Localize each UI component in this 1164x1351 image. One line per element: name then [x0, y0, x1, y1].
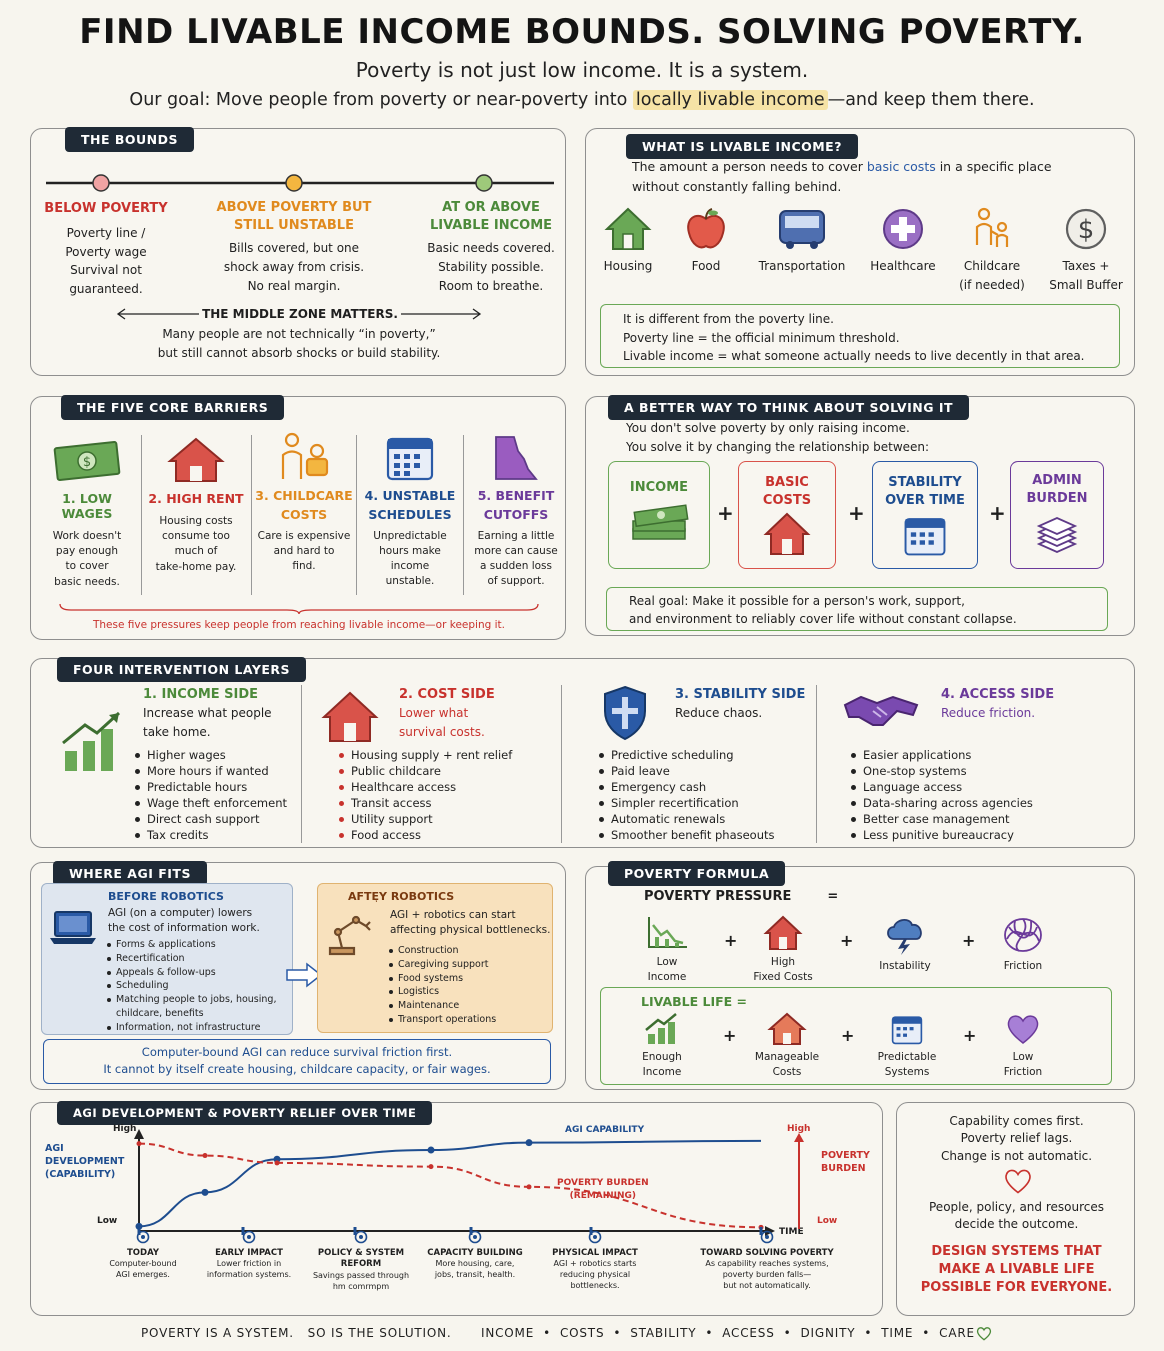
after-bullets: Construction Caregiving support Food systems Logistics Maintenance Transport operations: [388, 944, 552, 1027]
storm-cloud-icon: [884, 915, 926, 955]
agi-capability-label: AGI CAPABILITY: [565, 1125, 645, 1135]
box-income: INCOME: [608, 461, 710, 569]
stage-desc: bottlenecks.: [570, 1281, 620, 1291]
apple-icon: [682, 205, 730, 253]
bounds-line: [46, 173, 556, 193]
barrier-wages: $ 1. LOW WAGES Work doesn't pay enough to cover basic needs.: [35, 437, 139, 590]
footer-separator: •: [705, 1326, 714, 1340]
box-stability: STABILITY OVER TIME: [872, 461, 978, 569]
timeline-ylabel: AGI DEVELOPMENT (CAPABILITY): [45, 1143, 125, 1180]
barrier-cutoffs: 5. BENEFIT CUTOFFS Earning a little more can cause a sudden loss of support.: [465, 431, 567, 589]
agi-tag: WHERE AGI FITS: [53, 861, 207, 886]
timeline-card: AGI DEVELOPMENT & POVERTY RELIEF OVER TIME AGI DEVELOPMENT (CAPABILITY) High Low TIME AGI CAPABILITY POVERTY BURDEN (REMAINING) High Low POVERTY BURDEN TODAY Computer-bound AGI emerges. EARLY IMPACT Lower friction in information systems. POLICY & SYSTEM REFORM Savings passed through hm comrmpm CAPACITY BUILDING More housing, care, jobs, transit, health. PHYSICAL IMPACT AGI + robotics starts reducing physical bottlenecks. TOWARD SOLVING POVERTY As capability reaches systems, poverty burden falls— but not automatically.: [30, 1102, 883, 1316]
stage-desc: Computer-bound: [109, 1259, 177, 1269]
layers-card: FOUR INTERVENTION LAYERS 1. INCOME SIDE Increase what people take home. Higher wages More hours if wanted Predictable hours Wage theft enforcement Direct cash support Tax credits 2. COST SIDE Lower what survival costs. Housing supply + rent relief Public childcare Healthcare access Transit access Utility support Food access 3. STABILITY SIDE Reduce chaos. Predictive scheduling Paid leave Emergency cash Simpler recertification Automatic renewals Smoother benefit phaseouts 4. ACCESS SIDE Reduce friction. Easier applications One-stop systems Language access Data-sharing across agencies Better case management Less punitive bureaucracy: [30, 658, 1135, 848]
robot-arm-icon: [324, 908, 374, 956]
term-friction: Friction: [978, 915, 1068, 974]
zone-livable: AT OR ABOVE LIVABLE INCOME Basic needs covered. Stability possible. Room to breathe.: [427, 200, 555, 293]
box-admin: ADMIN BURDEN: [1010, 461, 1104, 569]
footer-item: TIME: [881, 1326, 914, 1340]
dollar-coin-icon: [1062, 205, 1110, 253]
burden-axis-label: POVERTY BURDEN: [821, 1150, 870, 1175]
layers-tag: FOUR INTERVENTION LAYERS: [57, 657, 306, 682]
stage-desc: but not automatically.: [723, 1281, 811, 1291]
barriers-brace: [59, 603, 539, 615]
stage-desc: As capability reaches systems,: [705, 1259, 829, 1269]
stage-desc: jobs, transit, health.: [434, 1270, 516, 1280]
stage-desc: information systems.: [206, 1270, 292, 1280]
house-icon: [763, 512, 811, 556]
barrier-rent: 2. HIGH RENT Housing costs consume too much of take-home pay.: [143, 437, 249, 575]
timeline-stage: [692, 1229, 842, 1292]
heart-icon: [1006, 1012, 1040, 1046]
barrier-schedules: 4. UNSTABLE SCHEDULES Unpredictable hours make income unstable.: [359, 431, 461, 589]
stage-title: TODAY: [127, 1248, 159, 1258]
poverty-burden-line: [139, 1144, 761, 1228]
handshake-icon: [843, 691, 919, 731]
livable-card: [585, 128, 1135, 376]
stage-desc: poverty burden falls—: [722, 1270, 812, 1280]
page-title: FIND LIVABLE INCOME BOUNDS. SOLVING POVERTY.: [79, 12, 1085, 52]
stage-marker-icon: [420, 1229, 530, 1248]
parent-child-icon: [968, 205, 1016, 253]
barrier-childcare: 3. CHILDCARE COSTS Care is expensive and hard to find.: [253, 431, 355, 574]
livable-life-box: LIVABLE LIFE = Enough Income + Manageable Costs + Predictable Systems + Low Friction: [600, 987, 1112, 1085]
timeline-stage: [199, 1229, 299, 1281]
formula-tag: POVERTY FORMULA: [608, 861, 785, 886]
below-marker: [93, 175, 109, 191]
after-robotics-box: AFTEͅY ROBOTICS AGI + robotics can start affecting physical bottlenecks. Construction Caregiving support Food systems Logistics Maintenance Transport operations: [317, 883, 553, 1033]
middle-zone-text: Many people are not technically “in poverty,” but still cannot absorb shocks or build stability.: [157, 327, 441, 360]
side-card: Capability comes first. Poverty relief lags. Change is not automatic. People, policy, and resources decide the outcome. DESIGN SYSTEMS THAT MAKE A LIVABLE LIFE POSSIBLE FOR EVERYONE.: [896, 1102, 1135, 1316]
timeline-stage: [420, 1229, 530, 1281]
stage-desc: hm comrmpm: [332, 1281, 390, 1291]
above-marker: [286, 175, 302, 191]
footer-separator: •: [613, 1326, 622, 1340]
better-card: A BETTER WAY TO THINK ABOUT SOLVING IT You don't solve poverty by only raising income. You solve it by changing the relationship between: INCOME + BASIC COSTS + STABILITY OVER TIME + ADMIN BURDEN Real goal: Make it possible for a person's work, support, and environment to reliably cover life without constant collapse.: [585, 396, 1135, 636]
stage-title: TOWARD SOLVING POVERTY: [700, 1248, 834, 1258]
medical-cross-icon: [879, 205, 927, 253]
stage-marker-icon: [306, 1229, 416, 1248]
stage-marker-icon: [199, 1229, 299, 1248]
heart-outline-icon: [1003, 1167, 1033, 1195]
poverty-burden-point: [429, 1164, 434, 1169]
svg-text:$: $: [82, 455, 92, 470]
poverty-burden-point: [527, 1184, 532, 1189]
footer-item: CARE: [939, 1326, 975, 1340]
footer-separator: •: [922, 1326, 931, 1340]
agi-capability-point: [428, 1147, 435, 1154]
before-bullets: Forms & applications Recertification Appeals & follow-ups Scheduling Matching people to jobs, housing, childcare, benefits Information, not infrastructure: [106, 938, 292, 1034]
pressure-label: POVERTY PRESSURE =: [644, 889, 839, 904]
stage-title: POLICY & SYSTEM: [317, 1248, 405, 1258]
tangle-icon: [1001, 915, 1045, 955]
barriers-tag: THE FIVE CORE BARRIERS: [61, 395, 284, 420]
goal-statement: Our goal: Move people from poverty or near-poverty into locally livable income —and keep them there.: [129, 90, 1035, 110]
stage-marker-icon: [540, 1229, 650, 1248]
term-low-friction: Low Friction: [981, 1012, 1065, 1080]
box-costs: BASIC COSTS: [738, 461, 836, 569]
middle-zone-label: THE MIDDLE ZONE MATTERS.: [202, 307, 398, 321]
call-to-action: DESIGN SYSTEMS THAT MAKE A LIVABLE LIFE POSSIBLE FOR EVERYONE.: [920, 1244, 1113, 1296]
timeline-stage: [96, 1229, 190, 1281]
burden-axis: [793, 1133, 805, 1231]
stage-desc: Lower friction in: [216, 1259, 282, 1269]
stage-title: PHYSICAL IMPACT: [552, 1248, 638, 1258]
house-icon: [763, 915, 803, 951]
growth-chart-icon: [642, 1012, 682, 1046]
stage-desc: More housing, care,: [435, 1259, 515, 1269]
stage-desc: Savings passed through: [312, 1270, 410, 1280]
cash-icon: [52, 437, 122, 483]
zone-below: BELOW POVERTY Poverty line / Poverty wage Survival not guaranteed.: [44, 201, 168, 296]
heart-outline-icon: [976, 1326, 992, 1341]
poverty-burden-point: [203, 1153, 208, 1158]
parent-child-icon: [274, 431, 334, 483]
house-icon: [767, 1012, 807, 1046]
income-bullets: Higher wages More hours if wanted Predictable hours Wage theft enforcement Direct cash support Tax credits: [133, 747, 303, 844]
timeline-stage: [540, 1229, 650, 1292]
better-goal: Real goal: Make it possible for a person's work, support, and environment to reliably cover life without constant collapse.: [606, 587, 1108, 631]
term-low-income: Low Income: [622, 915, 712, 985]
cash-stack-icon: [629, 499, 689, 545]
stage-title: EARLY IMPACT: [215, 1248, 283, 1258]
food-item: Food: [676, 205, 736, 276]
stage-title: REFORM: [340, 1259, 382, 1270]
growth-chart-icon: [61, 709, 131, 773]
childcare-item: Childcare (if needed): [950, 205, 1034, 294]
footer-bar: POVERTY IS A SYSTEM. SO IS THE SOLUTION. INCOME • COSTS • STABILITY • ACCESS • DIGNITY • TIME • CARE: [0, 1326, 1164, 1346]
term-predictable-systems: Predictable Systems: [861, 1012, 953, 1080]
footer-item: INCOME: [481, 1326, 535, 1340]
calendar-icon: [889, 1012, 925, 1046]
formula-card: POVERTY FORMULA POVERTY PRESSURE = Low Income + High Fixed Costs + Instability + Friction LIVABLE LIFE = Enough Income + Manageable Costs + Predictable Systems + Low Friction: [585, 866, 1135, 1090]
agi-note: Computer-bound AGI can reduce survival friction first. It cannot by itself create housing, childcare capacity, or fair wages.: [43, 1039, 551, 1084]
stage-marker-icon: [692, 1229, 842, 1248]
zone-above: ABOVE POVERTY BUT STILL UNSTABLE Bills covered, but one shock away from crisis. No real margin.: [216, 200, 372, 293]
footer-item: DIGNITY: [800, 1326, 856, 1340]
livable-tag: WHAT IS LIVABLE INCOME?: [626, 134, 858, 159]
barriers-footer: These five pressures keep people from reaching livable income—or keeping it.: [92, 619, 506, 631]
laptop-icon: [48, 908, 98, 948]
svg-text:$: $: [1077, 215, 1095, 245]
calendar-icon: [902, 512, 948, 558]
footer-separator: •: [543, 1326, 551, 1340]
shield-icon: [601, 685, 649, 741]
term-manageable-costs: Manageable Costs: [741, 1012, 833, 1080]
stage-desc: AGI emerges.: [116, 1270, 170, 1280]
livable-icons: [594, 205, 1134, 301]
bounds-tag: THE BOUNDS: [65, 127, 194, 152]
house-icon: [166, 437, 226, 483]
footer-item: ACCESS: [722, 1326, 775, 1340]
agi-card: [30, 862, 566, 1090]
agi-capability-point: [202, 1189, 209, 1196]
before-robotics-box: BEFORE ROBOTICS AGI (on a computer) lowers the cost of information work. Forms & applications Recertification Appeals & follow-ups Scheduling Matching people to jobs, housing, childcare, benefits Information, not infrastructure: [41, 883, 293, 1035]
access-bullets: Easier applications One-stop systems Language access Data-sharing across agencies Better case management Less punitive bureaucracy: [849, 747, 1129, 844]
agi-capability-line: [139, 1141, 761, 1227]
footer-item: STABILITY: [630, 1326, 697, 1340]
cost-bullets: Housing supply + rent relief Public childcare Healthcare access Transit access Utility support Food access: [337, 747, 557, 844]
stage-desc: reducing physical: [559, 1270, 631, 1280]
calendar-icon: [384, 431, 436, 483]
poverty-burden-point: [275, 1160, 280, 1165]
house-icon: [321, 691, 379, 743]
agi-capability-point: [526, 1139, 533, 1146]
stage-title: CAPACITY BUILDING: [427, 1248, 523, 1258]
footer-item: COSTS: [559, 1326, 605, 1340]
declining-chart-icon: [645, 915, 689, 951]
livable-intro: The amount a person needs to cover basic costs in a specific place without constantly falling behind.: [632, 159, 1052, 194]
stage-marker-icon: [96, 1229, 190, 1248]
paper-stack-icon: [1033, 512, 1081, 556]
timeline-stage: [306, 1229, 416, 1293]
housing-item: Housing: [594, 205, 662, 276]
cliff-icon: [490, 431, 542, 483]
healthcare-item: Healthcare: [862, 205, 944, 276]
livable-marker: [476, 175, 492, 191]
bus-icon: [776, 205, 828, 253]
footer-separator: •: [864, 1326, 873, 1340]
page-subtitle: Poverty is not just low income. It is a system.: [355, 58, 809, 82]
barriers-card: [30, 396, 566, 640]
term-instability: Instability: [858, 915, 952, 974]
poverty-burden-point: [137, 1141, 142, 1146]
term-high-costs: High Fixed Costs: [738, 915, 828, 985]
poverty-burden-label: POVERTY BURDEN (REMAINING): [557, 1178, 649, 1201]
taxes-item: $ Taxes + Small Buffer: [1040, 205, 1132, 294]
timeline-stages: [31, 1229, 884, 1315]
term-enough-income: Enough Income: [617, 1012, 707, 1080]
timeline-tag: AGI DEVELOPMENT & POVERTY RELIEF OVER TIME: [57, 1101, 432, 1125]
transport-item: Transportation: [750, 205, 854, 276]
better-intro: You don't solve poverty by only raising income. You solve it by changing the relationship between:: [626, 421, 930, 454]
stability-bullets: Predictive scheduling Paid leave Emergency cash Simpler recertification Automatic renewals Smoother benefit phaseouts: [597, 747, 813, 844]
stage-desc: AGI + robotics starts: [553, 1259, 637, 1269]
goal-highlight: locally livable income: [633, 90, 828, 110]
livable-note-box: It is different from the poverty line. Poverty line = the official minimum threshold. Livable income = what someone actually needs to live decently in that area.: [600, 304, 1120, 368]
house-icon: [604, 205, 652, 253]
better-tag: A BETTER WAY TO THINK ABOUT SOLVING IT: [608, 395, 969, 420]
bounds-card: [30, 128, 566, 376]
footer-separator: •: [783, 1326, 792, 1340]
